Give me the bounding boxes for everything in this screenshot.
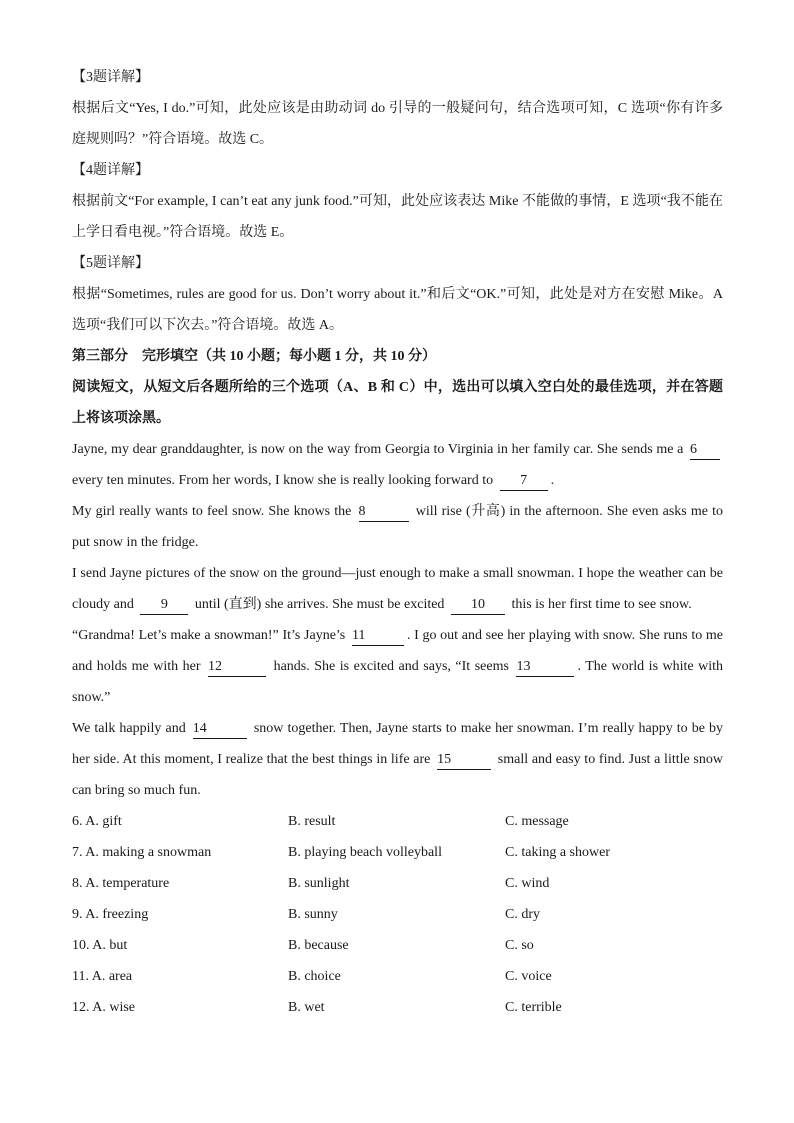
passage-text: until (直到) she arrives. She must be excited [194, 597, 445, 612]
option-c[interactable]: C. wind [505, 876, 550, 891]
passage-text: We talk happily and [72, 721, 186, 736]
passage-line-11 [72, 744, 723, 775]
section-instructions-line-2: 上将该项涂黑。 [72, 411, 170, 426]
passage-line-1 [72, 434, 723, 465]
option-b[interactable]: B. sunlight [288, 876, 350, 891]
passage-text: . The world is white with [577, 659, 723, 674]
q3-explanation-line-1: 根据后文“Yes, I do.”可知，此处应该是由助动词 do 引导的一般疑问句，结合选项可知，C 选项“你有许多 [72, 101, 723, 116]
options-row-11 [72, 961, 723, 992]
q5-explanation-line-2: 选项“我们可以下次去。”符合语境。故选 A。 [72, 318, 344, 333]
passage-text: small and easy to find. Just a little snow [497, 752, 723, 767]
q4-heading: 【4题详解】 [72, 163, 149, 178]
q4-explanation-line-2: 上学日看电视。”符合语境。故选 E。 [72, 225, 294, 240]
passage-line-8 [72, 651, 723, 682]
option-c[interactable]: C. taking a shower [505, 845, 610, 860]
blank-10[interactable]: 10 [451, 597, 505, 615]
option-c[interactable]: C. voice [505, 969, 552, 984]
blank-9[interactable]: 9 [140, 597, 188, 615]
q5-explanation-line-1: 根据“Sometimes, rules are good for us. Don’t worry about it.”和后文“OK.”可知，此处是对方在安慰 Mike。A [72, 287, 723, 302]
passage-line-2 [72, 465, 723, 496]
passage-text: Jayne, my dear granddaughter, is now on the way from Georgia to Virginia in her family car. She sends me a [72, 442, 684, 457]
passage-text: “Grandma! Let’s make a snowman!” It’s Jayne’s [72, 628, 346, 643]
passage-text: hands. She is excited and says, “It seems [273, 659, 509, 674]
passage-text: this is her first time to see snow. [511, 597, 692, 612]
options-row-8 [72, 868, 723, 899]
passage-text: . [550, 473, 555, 488]
option-b[interactable]: B. wet [288, 1000, 325, 1015]
passage-line-5: I send Jayne pictures of the snow on the ground—just enough to make a small snowman. I hope the weather can be [72, 566, 723, 581]
options-row-9 [72, 899, 723, 930]
option-a[interactable]: 7. A. making a snowman [72, 845, 212, 860]
option-a[interactable]: 11. A. area [72, 969, 133, 984]
passage-line-7 [72, 620, 723, 651]
option-a[interactable]: 9. A. freezing [72, 907, 149, 922]
passage-line-12: can bring so much fun. [72, 783, 201, 798]
blank-12[interactable]: 12 [208, 659, 266, 677]
q3-heading: 【3题详解】 [72, 70, 149, 85]
options-row-10 [72, 930, 723, 961]
option-c[interactable]: C. dry [505, 907, 540, 922]
blank-6[interactable]: 6 [690, 442, 720, 460]
option-a[interactable]: 6. A. gift [72, 814, 122, 829]
q4-explanation-line-1: 根据前文“For example, I can’t eat any junk food.”可知，此处应该表达 Mike 不能做的事情，E 选项“我不能在 [72, 194, 723, 209]
option-b[interactable]: B. because [288, 938, 349, 953]
blank-11[interactable]: 11 [352, 628, 404, 646]
options-row-7 [72, 837, 723, 868]
option-a[interactable]: 8. A. temperature [72, 876, 170, 891]
option-a[interactable]: 12. A. wise [72, 1000, 135, 1015]
passage-text: her side. At this moment, I realize that the best things in life are [72, 752, 431, 767]
passage-text: every ten minutes. From her words, I know she is really looking forward to [72, 473, 494, 488]
passage-text: will rise (升高) in the afternoon. She even asks me to [415, 504, 723, 519]
options-row-12 [72, 992, 723, 1023]
option-c[interactable]: C. so [505, 938, 534, 953]
q5-heading: 【5题详解】 [72, 256, 149, 271]
q3-explanation-line-2: 庭规则吗？”符合语境。故选 C。 [72, 132, 274, 147]
option-c[interactable]: C. message [505, 814, 569, 829]
option-b[interactable]: B. sunny [288, 907, 338, 922]
option-b[interactable]: B. playing beach volleyball [288, 845, 442, 860]
passage-text: and holds me with her [72, 659, 201, 674]
blank-7[interactable]: 7 [500, 473, 548, 491]
passage-text: snow together. Then, Jayne starts to make her snowman. I’m really happy to be by [253, 721, 723, 736]
passage-line-9: snow.” [72, 690, 111, 705]
blank-14[interactable]: 14 [193, 721, 247, 739]
section-instructions-line-1: 阅读短文，从短文后各题所给的三个选项（A、B 和 C）中，选出可以填入空白处的最佳选项，并在答题 [72, 380, 723, 395]
passage-line-6 [72, 589, 723, 620]
passage-text: . I go out and see her playing with snow. She runs to me [406, 628, 723, 643]
option-c[interactable]: C. terrible [505, 1000, 562, 1015]
document-page [72, 62, 723, 1023]
blank-15[interactable]: 15 [437, 752, 491, 770]
option-a[interactable]: 10. A. but [72, 938, 128, 953]
blank-8[interactable]: 8 [359, 504, 409, 522]
passage-line-3 [72, 496, 723, 527]
blank-13[interactable]: 13 [516, 659, 574, 677]
options-row-6 [72, 806, 723, 837]
passage-text: My girl really wants to feel snow. She knows the [72, 504, 352, 519]
passage-line-10 [72, 713, 723, 744]
option-b[interactable]: B. result [288, 814, 336, 829]
section-title: 第三部分 完形填空（共 10 小题；每小题 1 分，共 10 分） [72, 349, 436, 364]
passage-line-4: put snow in the fridge. [72, 535, 199, 550]
passage-text: cloudy and [72, 597, 134, 612]
option-b[interactable]: B. choice [288, 969, 341, 984]
